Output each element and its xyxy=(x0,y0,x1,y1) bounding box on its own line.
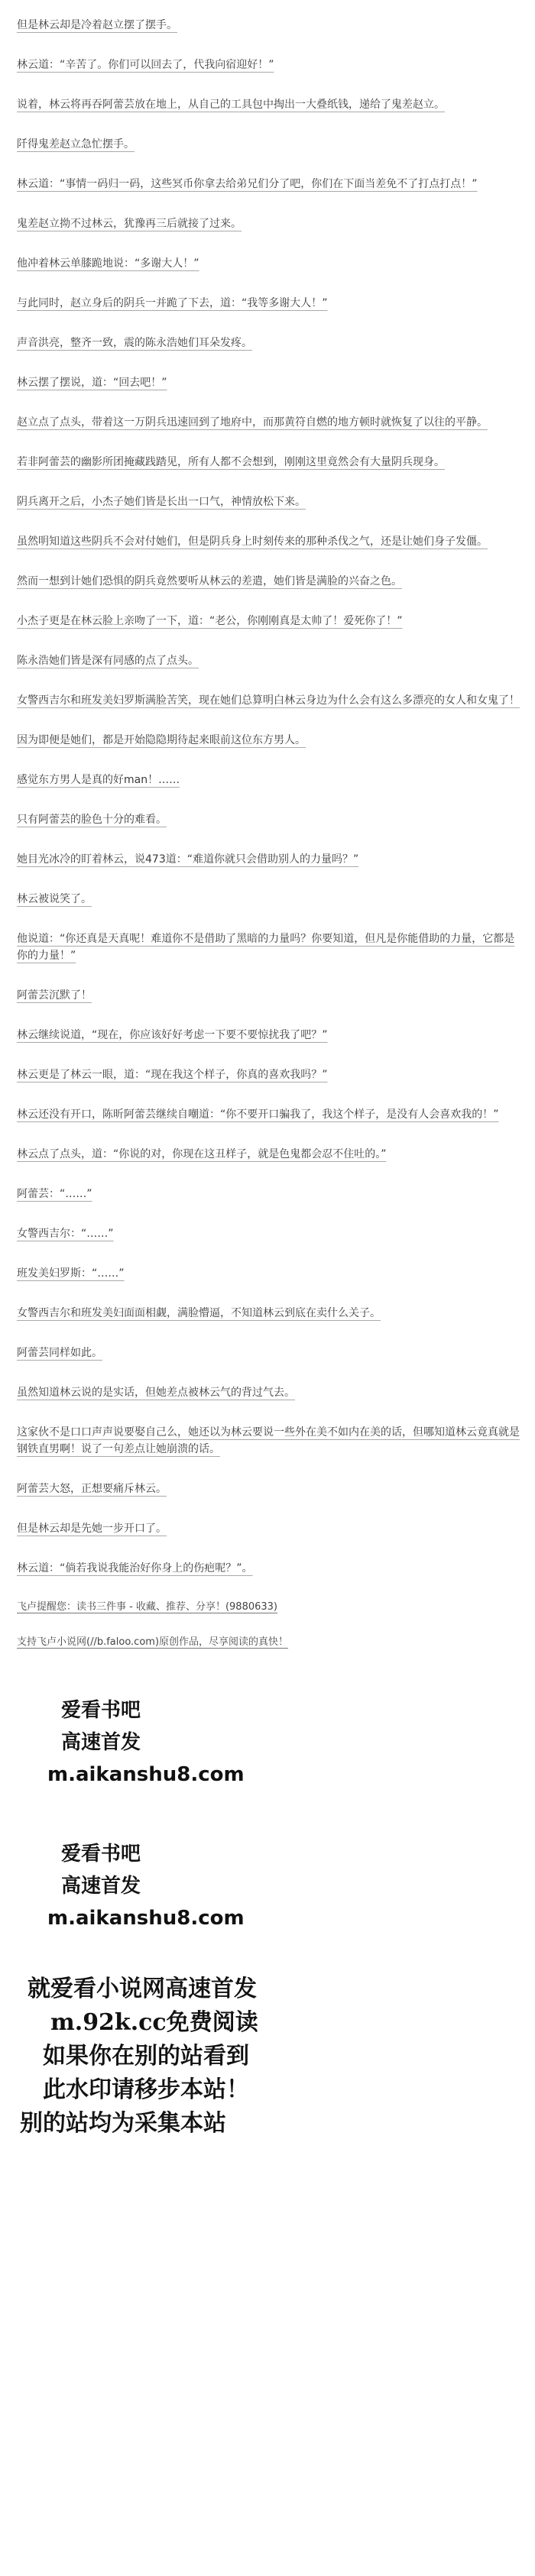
watermark-site-name: 爱看书吧 xyxy=(61,1699,141,1722)
paragraph: 阿蕾芸沉默了！ xyxy=(17,989,92,1002)
paragraph: 陈永浩她们皆是深有同感的点了点头。 xyxy=(17,655,199,667)
paragraph: 因为即便是她们，都是开始隐隐期待起来眼前这位东方男人。 xyxy=(17,734,306,746)
paragraph: 鬼差赵立拗不过林云，犹豫再三后就接了过来。 xyxy=(17,218,242,230)
paragraph: 感觉东方男人是真的好man！…… xyxy=(17,774,180,786)
stamp-line: 如果你在别的站看到 xyxy=(43,2043,249,2070)
paragraph: 虽然知道林云说的是实话，但她差点被林云气的背过气去。 xyxy=(17,1387,295,1399)
site-watermark-2 xyxy=(47,1838,521,1934)
paragraph: 林云继续说道，“现在，你应该好好考虑一下要不要惊扰我了吧？” xyxy=(17,1029,328,1041)
paragraph: 阿蕾芸同样如此。 xyxy=(17,1347,102,1359)
paragraph: 阿蕾芸大怒，正想要痛斥林云。 xyxy=(17,1483,167,1495)
paragraph: 小杰子更是在林云脸上亲吻了一下，道：“老公，你刚刚真是太帅了！爱死你了！” xyxy=(17,615,403,627)
paragraph: 林云点了点头，道：“你说的对，你现在这丑样子，就是色鬼都会忍不住吐的。” xyxy=(17,1148,387,1160)
paragraph: 她目光冰冷的盯着林云，说473道：“难道你就只会借助别人的力量吗？” xyxy=(17,853,359,866)
paragraph: 他冲着林云单膝跪地说：“多谢大人！” xyxy=(17,257,199,270)
watermark-site-name: 爱看书吧 xyxy=(61,1843,141,1866)
paragraph: 阡得鬼差赵立急忙摆手。 xyxy=(17,138,135,150)
stamp-line: 此水印请移步本站！ xyxy=(43,2076,249,2103)
paragraph: 林云还没有开口，陈昕阿蕾芸继续自嘲道：“你不要开口骗我了，我这个样子，是没有人会喜欢我的！” xyxy=(17,1108,499,1121)
paragraph: 阴兵离开之后，小杰子她们皆是长出一口气，神情放松下来。 xyxy=(17,496,306,508)
paragraph: 林云道：“倘若我说我能治好你身上的伤疤呢？”。 xyxy=(17,1562,253,1574)
paragraph: 说着，林云将再吞阿蕾芸放在地上，从自己的工具包中掏出一大叠纸钱，递给了鬼差赵立。 xyxy=(17,99,445,111)
paragraph: 然而一想到计她们恐惧的阴兵竟然要听从林云的差遣，她们皆是满脸的兴奋之色。 xyxy=(17,575,402,587)
paragraph: 但是林云却是冷着赵立摆了摆手。 xyxy=(17,19,177,31)
paragraph: 他说道：“你还真是天真呢！难道你不是借助了黑暗的力量吗？你要知道，但凡是你能借助的力量，它都是你的力量！” xyxy=(17,933,515,962)
paragraph: 林云被说笑了。 xyxy=(17,893,92,905)
stamp-line: 别的站均为采集本站 xyxy=(20,2110,226,2137)
watermark-url: m.aikanshu8.com xyxy=(47,1763,245,1786)
paragraph: 阿蕾芸：“……” xyxy=(17,1188,92,1200)
stamp-line: 就爱看小说网高速首发 xyxy=(28,1976,257,2002)
watermark-stamp xyxy=(20,1972,295,2141)
watermark-slogan: 高速首发 xyxy=(61,1875,141,1898)
paragraph: 班发美妇罗斯：“……” xyxy=(17,1267,125,1280)
chapter-body xyxy=(17,17,521,1577)
paragraph: 若非阿蕾芸的幽影所团掩藏践踏见，所有人都不会想到，刚刚这里竟然会有大量阴兵现身。 xyxy=(17,456,445,468)
credit-area xyxy=(17,1600,521,1650)
watermark-url: m.aikanshu8.com xyxy=(47,1907,245,1930)
paragraph: 林云道：“事情一码归一码，这些冥币你拿去给弟兄们分了吧，你们在下面当差免不了打点打点！” xyxy=(17,178,478,190)
paragraph: 女警西吉尔和班发美妇罗斯满脸苦笑，现在她们总算明白林云身边为什么会有这么多漂亮的女人和女鬼了！ xyxy=(17,694,520,707)
paragraph: 林云摆了摆说，道：“回去吧！” xyxy=(17,377,167,389)
paragraph: 声音洪亮，整齐一致，震的陈永浩她们耳朵发疼。 xyxy=(17,337,252,349)
paragraph: 虽然明知道这些阴兵不会对付她们，但是阴兵身上时刻传来的那种杀伐之气，还是让她们身子发僵。 xyxy=(17,536,488,548)
paragraph: 林云更是了林云一眼，道：“现在我这个样子，你真的喜欢我吗？” xyxy=(17,1069,328,1081)
paragraph: 女警西吉尔：“……” xyxy=(17,1228,114,1240)
paragraph: 林云道：“辛苦了。你们可以回去了，代我向宿迎好！” xyxy=(17,59,274,71)
faloo-support-link[interactable]: 支持飞卢小说网(//b.faloo.com)原创作品，尽享阅读的真快！ xyxy=(17,1636,289,1648)
paragraph: 这家伙不是口口声声说要娶自己么，她还以为林云要说一些外在美不如内在美的话，但哪知道林云竟真就是钢铁直男啊！说了一句差点让她崩溃的话。 xyxy=(17,1426,520,1455)
paragraph: 女警西吉尔和班发美妇面面相觑，满脸懵逼，不知道林云到底在卖什么关子。 xyxy=(17,1307,381,1319)
stamp-line: m.92k.cc免费阅读 xyxy=(50,2009,258,2036)
paragraph: 与此同时，赵立身后的阴兵一并跪了下去，道：“我等多谢大人！” xyxy=(17,297,328,309)
site-watermark-1 xyxy=(47,1694,521,1791)
faloo-reminder: 飞卢提醒您：读书三件事 - 收藏、推荐、分享！(9880633) xyxy=(17,1601,277,1613)
paragraph: 赵立点了点头，带着这一万阴兵迅速回到了地府中，而那黄符自燃的地方顿时就恢复了以往的平静。 xyxy=(17,416,488,429)
watermark-slogan: 高速首发 xyxy=(61,1731,141,1754)
paragraph: 但是林云却是先她一步开口了。 xyxy=(17,1523,167,1535)
paragraph: 只有阿蕾芸的脸色十分的难看。 xyxy=(17,814,167,826)
